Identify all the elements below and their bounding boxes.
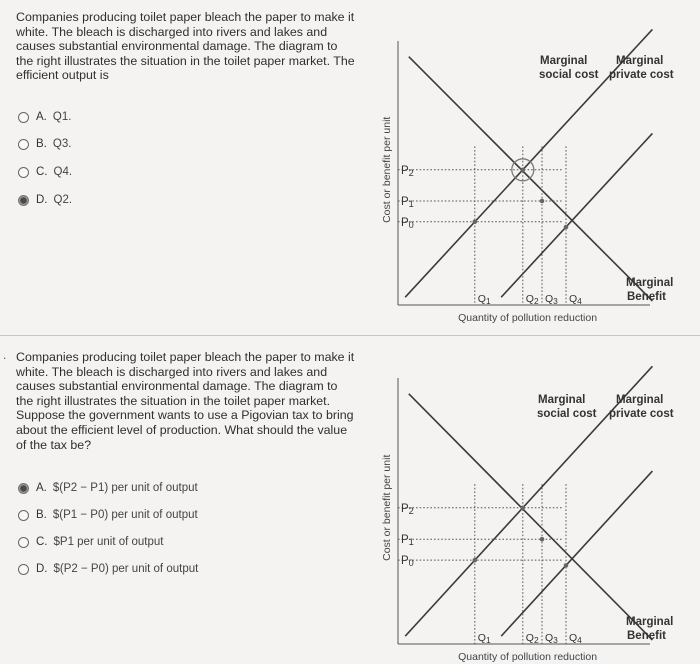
mb-label-line-2: Benefit bbox=[627, 630, 666, 642]
option-a[interactable] bbox=[18, 108, 71, 126]
option-letter: A. bbox=[36, 111, 47, 123]
option-letter: B. bbox=[36, 138, 47, 150]
msc-label-line-2: social cost bbox=[537, 408, 597, 420]
externality-chart bbox=[378, 0, 700, 336]
quantity-label-q1: Q1 bbox=[477, 632, 491, 645]
intersection-point bbox=[473, 220, 478, 225]
radio-button[interactable] bbox=[18, 510, 29, 521]
marginal-private-cost-curve bbox=[501, 471, 652, 636]
mb-label-line-2: Benefit bbox=[627, 291, 666, 303]
radio-button[interactable] bbox=[18, 112, 29, 123]
intersection-point bbox=[473, 558, 478, 563]
question-text: Companies producing toilet paper bleach the paper to make it white. The bleach is discharged into rivers and lakes and causes substantial environmental damage. The diagram to the right illustrates the situation in the toilet paper market. Suppose the government wants to use a Pigovian tax to bring about the efficient level of production. What should the value of the tax be? bbox=[16, 350, 355, 452]
marginal-social-cost-curve bbox=[405, 366, 652, 636]
msc-label-line-1: Marginal bbox=[538, 394, 586, 406]
quantity-label-q2: Q2 bbox=[525, 293, 539, 306]
price-label-p0: P0 bbox=[401, 216, 414, 230]
x-axis-label: Quantity of pollution reduction bbox=[458, 651, 598, 663]
question-marker: . bbox=[3, 348, 7, 362]
option-text: $(P2 − P0) per unit of output bbox=[53, 563, 199, 575]
quantity-label-q3: Q3 bbox=[545, 632, 558, 645]
intersection-point bbox=[521, 505, 526, 510]
quantity-label-q3: Q3 bbox=[545, 293, 558, 306]
mpc-label-line-1: Marginal bbox=[616, 394, 664, 406]
mpc-label-line-2: private cost bbox=[609, 69, 674, 81]
option-text: Q2. bbox=[53, 194, 73, 206]
option-text: $(P1 − P0) per unit of output bbox=[52, 509, 198, 521]
mb-label-line-1: Marginal bbox=[626, 616, 674, 628]
option-c[interactable] bbox=[18, 533, 163, 551]
price-label-p1: P1 bbox=[401, 534, 414, 548]
intersection-point bbox=[564, 563, 569, 568]
intersection-point bbox=[564, 225, 569, 230]
x-axis-label: Quantity of pollution reduction bbox=[458, 312, 598, 324]
question-panel-2 bbox=[0, 336, 700, 664]
mb-label-line-1: Marginal bbox=[626, 277, 674, 289]
option-d[interactable] bbox=[18, 560, 198, 578]
mpc-label-line-1: Marginal bbox=[616, 55, 664, 67]
externality-chart bbox=[378, 336, 700, 664]
option-text: $(P2 − P1) per unit of output bbox=[52, 482, 198, 494]
intersection-point bbox=[540, 199, 545, 204]
price-label-p1: P1 bbox=[401, 196, 414, 209]
option-letter: C. bbox=[36, 166, 48, 178]
radio-button[interactable] bbox=[18, 564, 29, 575]
option-b[interactable] bbox=[18, 506, 198, 524]
option-text: Q3. bbox=[52, 138, 72, 150]
msc-label-line-1: Marginal bbox=[540, 55, 588, 67]
radio-button[interactable] bbox=[18, 139, 29, 150]
price-label-p0: P0 bbox=[401, 555, 414, 569]
option-text: Q4. bbox=[53, 166, 73, 178]
radio-button-selected[interactable] bbox=[18, 195, 29, 206]
option-text: Q1. bbox=[52, 111, 72, 123]
price-label-p2: P2 bbox=[401, 502, 414, 516]
quantity-label-q2: Q2 bbox=[525, 632, 539, 645]
option-letter: A. bbox=[36, 482, 47, 494]
marginal-private-cost-curve bbox=[501, 133, 652, 297]
price-label-p2: P2 bbox=[401, 164, 414, 178]
option-letter: D. bbox=[36, 194, 48, 206]
option-c[interactable] bbox=[18, 163, 72, 181]
y-axis-label: Cost or benefit per unit bbox=[381, 454, 393, 561]
option-b[interactable] bbox=[18, 135, 71, 153]
option-d[interactable] bbox=[18, 191, 72, 209]
radio-button[interactable] bbox=[18, 537, 29, 548]
mpc-label-line-2: private cost bbox=[609, 408, 674, 420]
y-axis-label: Cost or benefit per unit bbox=[381, 116, 393, 223]
question-text: Companies producing toilet paper bleach the paper to make it white. The bleach is discharged into rivers and lakes and causes substantial environmental damage. The diagram to the right illustrates the situation in the toilet paper market. The efficient output is bbox=[16, 10, 355, 83]
intersection-point bbox=[521, 168, 526, 173]
radio-button[interactable] bbox=[18, 167, 29, 178]
radio-button-selected[interactable] bbox=[18, 483, 29, 494]
intersection-point bbox=[540, 537, 545, 542]
option-a[interactable] bbox=[18, 479, 198, 497]
option-letter: C. bbox=[36, 536, 48, 548]
quantity-label-q4: Q4 bbox=[569, 293, 582, 306]
quantity-label-q4: Q4 bbox=[569, 632, 582, 645]
option-letter: D. bbox=[36, 563, 48, 575]
option-text: $P1 per unit of output bbox=[53, 536, 164, 548]
quantity-label-q1: Q1 bbox=[477, 293, 491, 306]
option-letter: B. bbox=[36, 509, 47, 521]
msc-label-line-2: social cost bbox=[539, 69, 599, 81]
